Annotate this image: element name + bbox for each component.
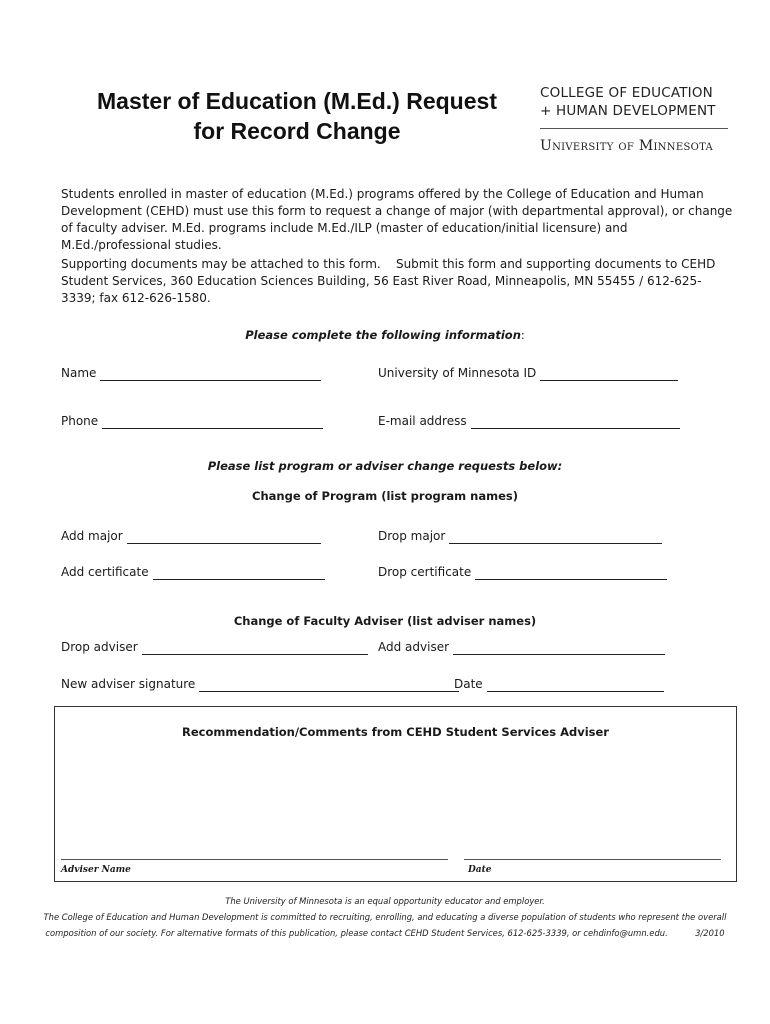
form-title-line1: Master of Education (M.Ed.) Request [97,88,497,114]
add-certificate-label: Add certificate [61,565,149,579]
drop-certificate-field [378,564,667,580]
add-major-label: Add major [61,529,123,543]
add-certificate-input[interactable] [153,567,325,580]
add-certificate-field [61,564,325,580]
comments-heading: Recommendation/Comments from CEHD Student Services Adviser [182,725,609,739]
form-title [62,86,532,146]
email-input[interactable] [471,416,680,429]
drop-certificate-label: Drop certificate [378,565,472,579]
intro-paragraph-2: Supporting documents may be attached to this form. Submit this form and supporting documents to CEHD Student Services, 360 Education Sciences Building, 56 East River Road, Minneapolis, MN 55455 / 612-625-3339; fax 612-626-1580. [61,257,720,305]
comments-date-line[interactable] [464,859,721,860]
adviser-change-heading: Change of Faculty Adviser (list adviser names) [233,614,537,628]
signature-date-input[interactable] [487,679,664,692]
program-change-heading: Change of Program (list program names) [252,489,518,503]
signature-date-field [454,676,664,692]
add-major-field [61,528,321,544]
footer-eeo-line: The University of Minnesota is an equal opportunity educator and employer. [225,896,545,906]
adviser-name-line[interactable] [61,859,448,860]
signature-date-label: Date [454,677,483,691]
drop-major-field [378,528,662,544]
umn-id-field [378,365,678,381]
comments-box[interactable] [54,706,737,882]
logo-divider [540,128,728,129]
new-adviser-signature-input[interactable] [199,679,459,692]
name-input[interactable] [100,368,321,381]
drop-adviser-field [61,639,368,655]
add-adviser-input[interactable] [453,642,665,655]
change-requests-heading: Please list program or adviser change requests below: [207,459,563,473]
footer-diversity-line: The College of Education and Human Development is committed to recruiting, enrolling, and educating a diverse population of students who represent the overall [43,912,727,922]
info-heading-text: Please complete the following information [245,328,521,342]
new-adviser-signature-label: New adviser signature [61,677,196,691]
info-heading-colon: : [520,328,525,342]
logo-hd-line: + HUMAN DEVELOPMENT [540,103,716,119]
umn-id-label: University of Minnesota ID [378,366,537,380]
add-adviser-label: Add adviser [378,640,450,654]
phone-input[interactable] [102,416,323,429]
umn-id-input[interactable] [540,368,678,381]
drop-major-input[interactable] [449,531,662,544]
drop-major-label: Drop major [378,529,446,543]
drop-certificate-input[interactable] [475,567,667,580]
email-field [378,413,680,429]
add-adviser-field [378,639,665,655]
name-label: Name [61,366,97,380]
logo-university: University of Minnesota [540,138,714,154]
intro-text [61,186,733,309]
comments-date-label: Date [468,865,492,875]
form-title-line2: for Record Change [193,118,401,144]
footer-date-code: 3/2010 [695,928,725,938]
phone-label: Phone [61,414,99,428]
info-heading [0,328,770,342]
new-adviser-signature-field [61,676,459,692]
adviser-name-label: Adviser Name [61,865,131,875]
footer-contact-text: composition of our society. For alternative formats of this publication, please contact CEHD Student Services, 612-625-3339, or cehdinfo@umn.edu. [45,928,668,938]
add-major-input[interactable] [127,531,321,544]
footer-contact-line [40,925,730,941]
logo-college-line: COLLEGE OF EDUCATION [540,85,713,101]
phone-field [61,413,323,429]
drop-adviser-label: Drop adviser [61,640,138,654]
intro-paragraph-1: Students enrolled in master of education (M.Ed.) programs offered by the College of Education and Human Development (CEHD) must use this form to request a change of major (with departmental approval), or change of faculty adviser. M.Ed. programs include M.Ed./ILP (master of education/initial licensure) and M.Ed./professional studies. [61,187,733,252]
name-field [61,365,321,381]
email-label: E-mail address [378,414,467,428]
drop-adviser-input[interactable] [142,642,368,655]
cehd-logo [540,84,730,154]
